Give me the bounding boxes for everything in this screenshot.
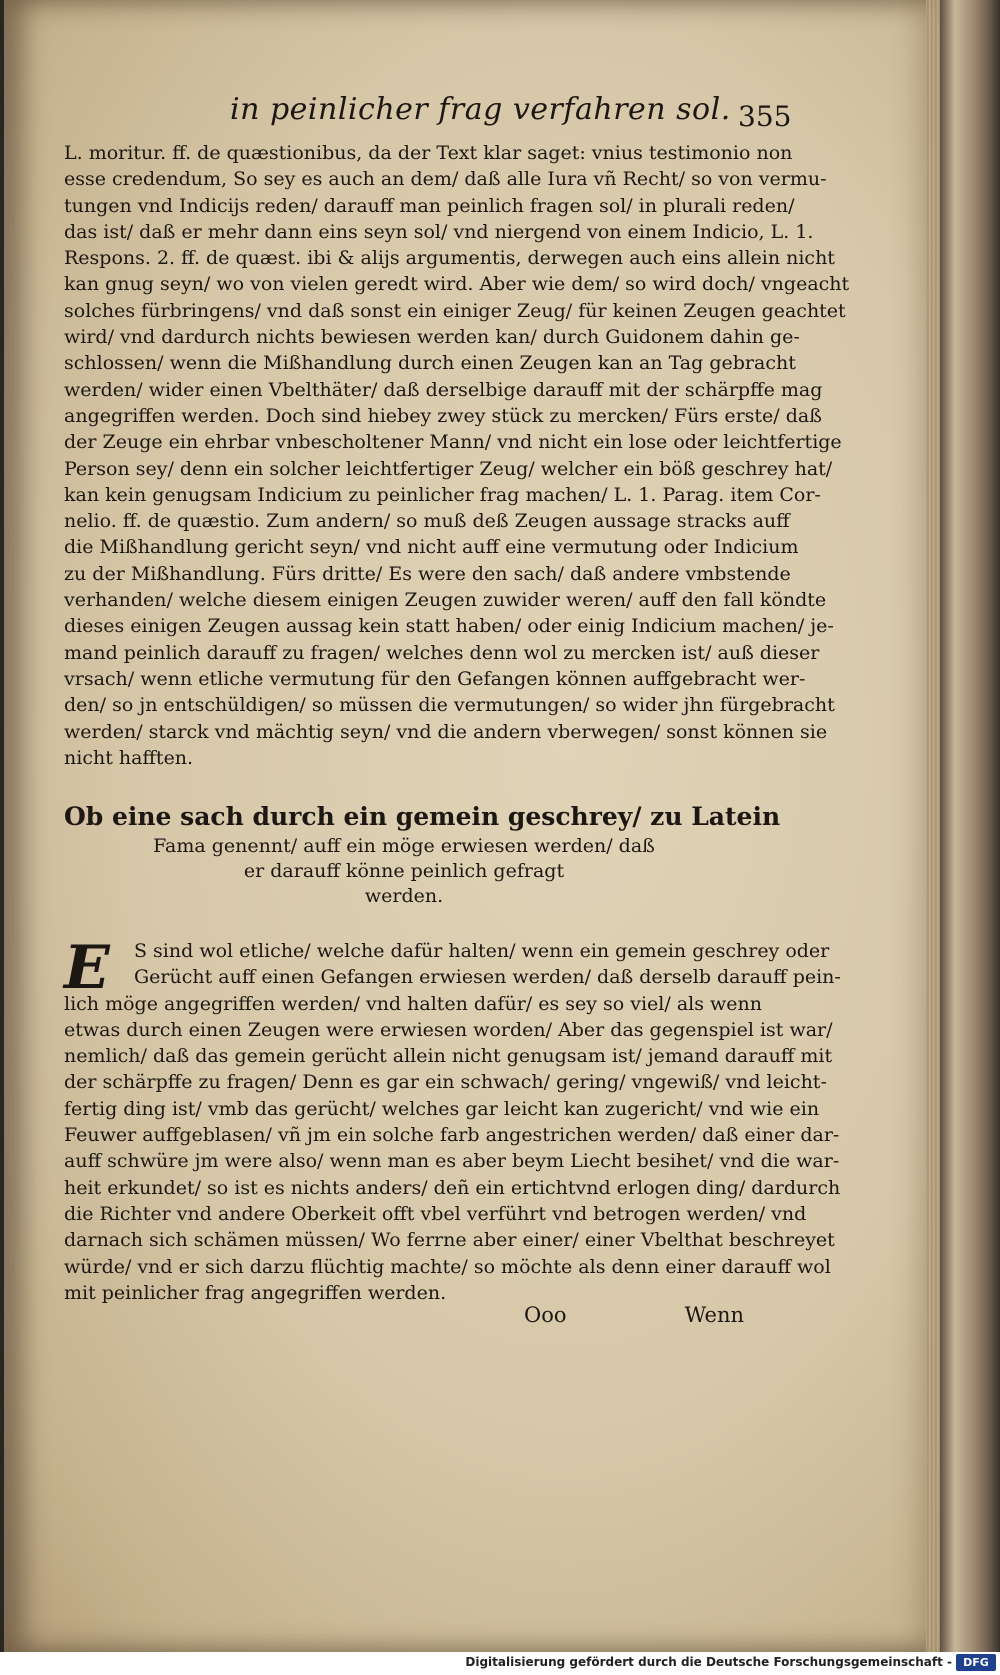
text-line: esse credendum, So sey es auch an dem/ daß alle Iura vñ Recht/ so von vermu- [64, 168, 827, 191]
text-line: das ist/ daß er mehr dann eins seyn sol/ vnd niergend von einem Indicio, L. 1. [64, 220, 814, 243]
paragraph-2 [64, 933, 841, 1306]
heading-line-3: er darauff könne peinlich gefragt [243, 860, 565, 882]
digitization-footer [0, 1652, 1000, 1675]
signature-mark: Ooo [524, 1303, 567, 1327]
text-line: kan kein genugsam Indicium zu peinlicher frag machen/ L. 1. Parag. item Cor- [64, 483, 821, 506]
text-line: schlossen/ wenn die Mißhandlung durch einen Zeugen kan an Tag gebracht [64, 352, 796, 375]
text-line: Gerücht auff einen Gefangen erwiesen werden/ daß derselb darauff pein- [134, 966, 841, 989]
text-line: lich möge angegriffen werden/ vnd halten dafür/ es sey so viel/ als wenn [64, 992, 762, 1015]
text-line: angegriffen werden. Doch sind hiebey zwey stück zu mercken/ Fürs erste/ daß [64, 404, 822, 427]
text-line: dieses einigen Zeugen aussag kein statt haben/ oder einig Indicium machen/ je- [64, 615, 834, 638]
book-edge [940, 0, 1000, 1652]
text-line: werden/ wider einen Vbelthäter/ daß derselbige darauff mit der schärpffe mag [64, 378, 823, 401]
text-line: die Mißhandlung gericht seyn/ vnd nicht auff eine vermutung oder Indicium [64, 536, 799, 559]
text-line: zu der Mißhandlung. Fürs dritte/ Es were den sach/ daß andere vmbstende [64, 562, 791, 585]
text-line: nemlich/ daß das gemein gerücht allein nicht genugsam ist/ jemand darauff mit [64, 1045, 833, 1068]
text-line: verhanden/ welche diesem einigen Zeugen zuwider weren/ auff den fall köndte [64, 589, 827, 612]
text-line: der schärpffe zu fragen/ Denn es gar ein schwach/ gering/ vngewiß/ vnd leicht- [64, 1071, 827, 1094]
text-line: tungen vnd Indicijs reden/ darauff man peinlich fragen sol/ in plurali reden/ [64, 194, 795, 217]
text-line: nicht hafften. [64, 746, 194, 769]
dfg-logo: DFG [956, 1654, 996, 1671]
text-line: Respons. 2. ff. de quæst. ibi & alijs argumentis, derwegen auch eins allein nicht [64, 247, 835, 270]
heading-line-4: werden. [364, 885, 444, 907]
text-line: werden/ starck vnd mächtig seyn/ vnd die andern vberwegen/ sonst können sie [64, 720, 828, 743]
text-line: L. moritur. ff. de quæstionibus, da der Text klar saget: vnius testimonio non [64, 142, 793, 164]
text-line: kan gnug seyn/ wo von vielen geredt wird. Aber wie dem/ so wird doch/ vngeacht [64, 273, 850, 296]
text-line: mand peinlich darauff zu fragen/ welches denn wol zu mercken ist/ auß dieser [64, 641, 820, 664]
running-head: in peinlicher frag verfahren sol. [230, 92, 731, 127]
text-line: den/ so jn entschüldigen/ so müssen die vermutungen/ so wider jhn fürgebracht [64, 694, 835, 717]
catchword: Wenn [684, 1303, 744, 1327]
section-heading [64, 800, 781, 909]
text-line: Feuwer auffgeblasen/ vñ jm ein solche farb angestrichen werden/ daß einer dar- [64, 1124, 840, 1147]
text-line: vrsach/ wenn etliche vermutung für den Gefangen können auffgebracht wer- [64, 667, 806, 690]
text-line: heit erkundet/ so ist es nichts anders/ deñ ein ertichtvnd erlogen ding/ dardurch [64, 1176, 841, 1199]
text-line: der Zeuge ein ehrbar vnbescholtener Mann/ vnd nicht ein lose oder leichtfertige [64, 431, 842, 454]
text-line: Person sey/ denn ein solcher leichtfertiger Zeug/ welcher ein böß geschrey hat/ [64, 457, 833, 480]
text-line: mit peinlicher frag angegriffen werden. [64, 1281, 447, 1304]
footer-credit: Digitalisierung gefördert durch die Deutsche Forschungsgemeinschaft - [465, 1655, 952, 1669]
text-line: auff schwüre jm were also/ wenn man es aber beym Liecht besihet/ vnd die war- [64, 1150, 840, 1173]
text-line: wird/ vnd dardurch nichts bewiesen werden kan/ durch Guidonem dahin ge- [64, 326, 800, 349]
text-line: nelio. ff. de quæstio. Zum andern/ so muß deß Zeugen aussage stracks auff [64, 510, 790, 533]
text-line: S sind wol etliche/ welche dafür halten/ wenn ein gemein geschrey oder [134, 940, 830, 962]
page-number: 355 [738, 100, 792, 133]
text-line: etwas durch einen Zeugen were erwiesen worden/ Aber das gegenspiel ist war/ [64, 1018, 833, 1041]
heading-line-2: Fama genennt/ auff ein möge erwiesen werden/ daß [153, 835, 655, 857]
catchwords [524, 1303, 744, 1327]
text-line: darnach sich schämen müssen/ Wo ferrne aber einer/ einer Vbelthat beschreyet [64, 1229, 835, 1252]
heading-line-1: Ob eine sach durch ein gemein geschrey/ zu Latein [64, 802, 781, 831]
drop-cap-letter: E [64, 933, 110, 1003]
page-edges [926, 0, 940, 1652]
paragraph-1 [64, 140, 850, 771]
text-line: würde/ vnd er sich darzu flüchtig machte/ so möchte als denn einer darauff wol [64, 1255, 831, 1278]
text-line: fertig ding ist/ vmb das gerücht/ welches gar leicht kan zugericht/ vnd wie ein [64, 1097, 820, 1120]
text-line: die Richter vnd andere Oberkeit offt vbel verführt vnd betrogen werden/ vnd [64, 1202, 807, 1225]
text-line: solches fürbringens/ vnd daß sonst ein einiger Zeug/ für keinen Zeugen geachtet [64, 299, 846, 322]
